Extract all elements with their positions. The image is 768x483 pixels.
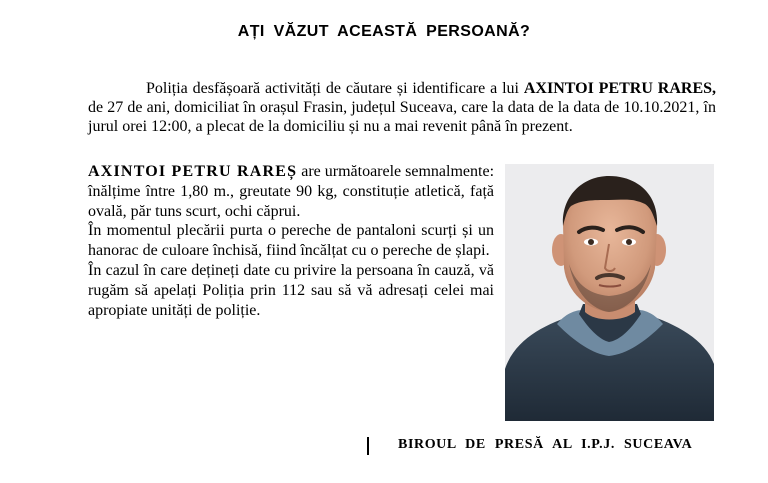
page-title: AȚI VĂZUT ACEASTĂ PERSOANĂ? [237,23,531,40]
intro-text-before: Poliția desfășoară activități de căutare și identificare a lui [146,80,524,97]
clothing-paragraph: În momentul plecării purta o pereche de pantaloni scurți și un hanorac de culoare închisă, fiind încălțat cu o pereche de șlapi. [88,222,494,260]
person-photo [505,164,714,421]
features-paragraph [88,162,494,221]
press-office-signature: BIROUL DE PRESĂ AL I.P.J. SUCEAVA [398,437,693,452]
description-name: AXINTOI PETRU RAREȘ [88,163,298,180]
features-text: are următoarele semnalmente: înălțime între 1,80 m., greutate 90 kg, constituție atletică, față ovală, păr tuns scurt, ochi căprui. [88,163,495,220]
appeal-paragraph: În cazul în care dețineți date cu privire la persoana în cauză, vă rugăm să apelați Poliția prin 112 sau să vă adresați celei mai apropiate unități de poliție. [88,261,494,319]
intro-text-after: de 27 de ani, domiciliat în orașul Frasin, județul Suceava, care la data de la data de 10.10.2021, în jurul orei 12:00, a plecat de la domiciliu și nu a mai revenit până în prezent. [88,99,716,135]
signature-divider [367,437,369,455]
missing-person-name: AXINTOI PETRU RARES, [523,80,717,97]
description-block [88,162,494,320]
intro-paragraph [88,79,716,136]
